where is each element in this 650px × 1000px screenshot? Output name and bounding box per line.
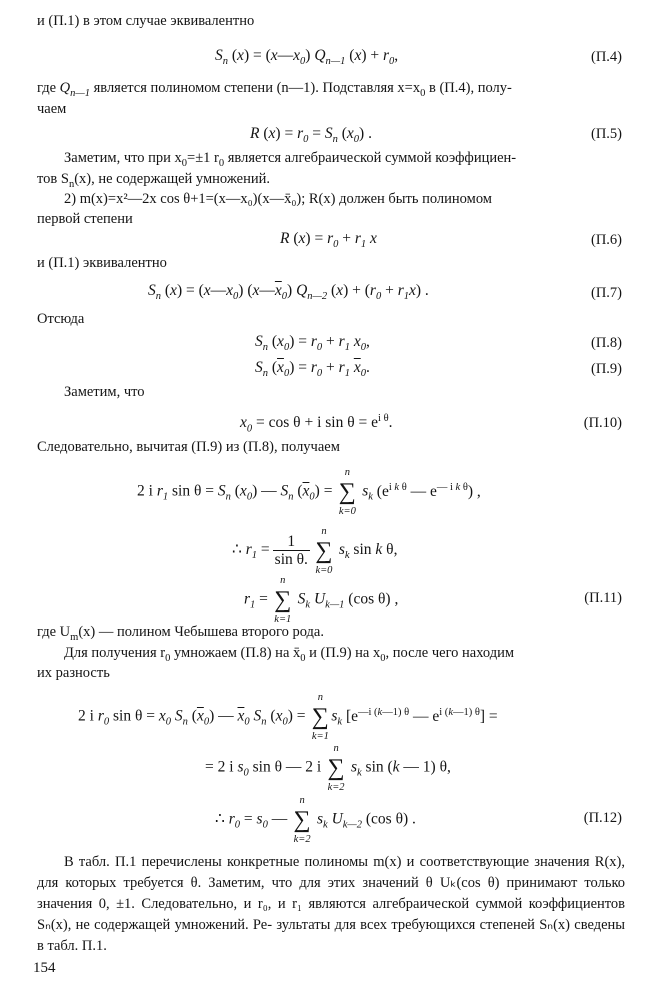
equation-number: (П.10): [583, 415, 622, 431]
page-number: 154: [33, 960, 56, 976]
text-line: где $U_m(x)$ — полином Чебышева второго рода.: [37, 624, 324, 643]
text-line: В табл. П.1 перечислены конкретные полиномы m(x) и соответствующие: [64, 854, 530, 870]
equation-r1-step1: 2 i $r_1$ $\sin \theta = S_n$ $(x_0)$ — $S_n$ $(\overline{x}_0)$ = n ∑ k=0 $s_k$ ($e^{i k \theta}$ — $e^{— i k \theta}$) ,: [137, 467, 481, 518]
text-line: Uₖ(cos θ) принимают только значения 0, ±1. Следовательно, и r₀, и r₁ являются: [37, 875, 626, 912]
equation-number: (П.11): [584, 590, 622, 606]
equation-number: (П.9): [590, 361, 622, 377]
text-line: тов $S_n(x)$, не содержащей умножений.: [37, 171, 270, 190]
text-line: 2) m(x)=x²—2x cos θ+1=(x—x₀)(x—x̄₀); R(x) должен быть полиномом: [64, 191, 492, 207]
text-line: Отсюда: [37, 311, 85, 327]
equation-number: (П.6): [590, 232, 622, 248]
equation-number: (П.8): [590, 335, 622, 351]
text-line: Заметим, что: [64, 384, 145, 400]
text-line: их разность: [37, 665, 110, 681]
text-line: и (П.1) в этом случае эквивалентно: [37, 13, 255, 29]
equation-p4: $S_n$ $(x) = (x—x_0)$ $Q_{n—1}$ $(x) + r_0$,: [215, 47, 399, 68]
text-line: и (П.1) эквивалентно: [37, 255, 167, 271]
text-line: где $Q_{n—1}$ является полиномом степени (n—1). Подставляя $x=x_0$ в (П.4), полу-: [37, 80, 512, 99]
equation-p10: $x_0 = \cos \theta + i$ $\sin \theta = e^{i \theta}$.: [240, 413, 393, 435]
text-line: Заметим, что при $x_0=\pm 1$ $r_0$ является алгебраической суммой коэффициен-: [64, 150, 517, 169]
equation-p11: $r_1$ = n ∑ k=1 $S_k$ $U_{k—1}$ (cos θ) ,: [244, 575, 399, 626]
text-line: Для получения $r_0$ умножаем (П.8) на $x̄_0$ и (П.9) на $x_0$, после чего находим: [64, 645, 515, 664]
equation-number: (П.4): [590, 49, 622, 65]
equation-r0-step1: 2 i $r_0$ $\sin \theta = x_0$ $S_n$ $(\overline{x}_0)$ — $\overline{x}_0$ $S_n$ $(x_0)$ = n ∑ k=1 $s_k$ [$e^{—i (k—1) \theta}$ — $e^{i (k—1) \theta}$] =: [78, 692, 498, 743]
text-line: чаем: [37, 101, 67, 117]
text-line: зультаты для всех требующихся степеней Sₙ(x) сведены в табл. П.1.: [37, 917, 626, 954]
text-line: первой степени: [37, 211, 133, 227]
equation-number: (П.7): [590, 285, 622, 301]
equation-p8: $S_n$ $(x_0) = r_0 + r_1$ $x_0$,: [255, 333, 370, 354]
equation-p9: $S_n$ $(\overline{x}_0) = r_0 + r_1$ $\overline{x}_0$.: [255, 359, 370, 380]
equation-p5: R $(x) = r_0 = S_n$ $(x_0)$ .: [250, 125, 372, 146]
equation-p12: ∴ $r_0 = s_0$ — n ∑ k=2 $s_k$ $U_{k—2}$ (cos θ) .: [215, 795, 416, 846]
text-line: значения R(x), для которых требуется θ. Заметим, что для этих значений θ: [37, 854, 626, 891]
equation-r0-step2: = 2 i $s_0$ sin θ — 2 i n ∑ k=2 $s_k$ sin (k — 1) θ,: [205, 743, 451, 794]
equation-number: (П.5): [590, 126, 622, 142]
equation-p7: $S_n$ $(x) = (x—x_0)$ $(x—\overline{x}_0)$ $Q_{n—2}$ $(x) + (r_0 + r_1x)$ .: [148, 282, 429, 303]
equation-p6: R $(x) = r_0 + r_1$ x: [280, 230, 377, 251]
paragraph: [37, 852, 625, 957]
equation-number: (П.12): [583, 810, 622, 826]
equation-r1-step2: ∴ $r_1$ = $\frac{1}{\text{sin θ.}}$ n ∑ k=0 $s_k$ sin k θ,: [232, 525, 398, 576]
text-line: Следовательно, вычитая (П.9) из (П.8), получаем: [37, 439, 340, 455]
text-line: алгебраической суммой коэффициентов Sₙ(x), не содержащей умножений. Ре-: [37, 896, 626, 933]
